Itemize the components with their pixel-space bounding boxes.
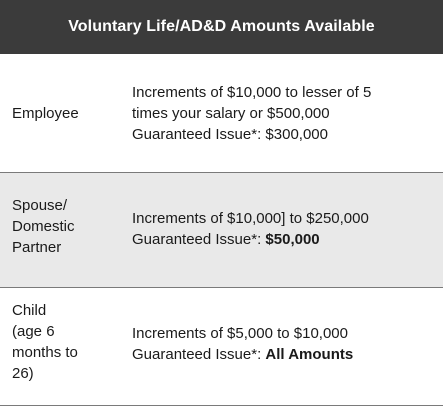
coverage-label-line: Partner xyxy=(12,239,62,256)
coverage-details xyxy=(132,323,432,365)
table-row-spouse xyxy=(0,173,443,288)
coverage-label-line: Employee xyxy=(12,105,79,122)
guaranteed-issue-label: Guaranteed Issue*: xyxy=(132,126,266,143)
coverage-label-line: (age 6 xyxy=(12,323,55,340)
coverage-label xyxy=(12,103,112,124)
guaranteed-issue xyxy=(132,229,432,250)
table-row-employee xyxy=(0,54,443,173)
table-header xyxy=(0,0,443,54)
guaranteed-issue-value: $300,000 xyxy=(265,126,328,143)
guaranteed-issue-value: All Amounts xyxy=(265,346,354,363)
detail-line: times your salary or $500,000 xyxy=(132,105,330,122)
coverage-label-line: 26) xyxy=(12,365,34,382)
guaranteed-issue xyxy=(132,344,432,365)
guaranteed-issue-label: Guaranteed Issue*: xyxy=(132,231,266,248)
coverage-label-line: Child xyxy=(12,302,47,319)
coverage-label-line: months to xyxy=(12,344,78,361)
coverage-label xyxy=(12,300,112,384)
table-title: Voluntary Life/AD&D Amounts Available xyxy=(68,18,375,35)
detail-line: Increments of $10,000] to $250,000 xyxy=(132,210,369,227)
guaranteed-issue-label: Guaranteed Issue*: xyxy=(132,346,266,363)
guaranteed-issue xyxy=(132,124,432,145)
detail-line: Increments of $10,000 to lesser of 5 xyxy=(132,84,372,101)
coverage-details xyxy=(132,208,432,250)
table-row-child xyxy=(0,288,443,406)
guaranteed-issue-value: $50,000 xyxy=(265,231,320,248)
coverage-label xyxy=(12,195,112,258)
detail-line: Increments of $5,000 to $10,000 xyxy=(132,325,348,342)
coverage-details xyxy=(132,82,432,145)
coverage-label-line: Domestic xyxy=(12,218,75,235)
coverage-label-line: Spouse/ xyxy=(12,197,68,214)
